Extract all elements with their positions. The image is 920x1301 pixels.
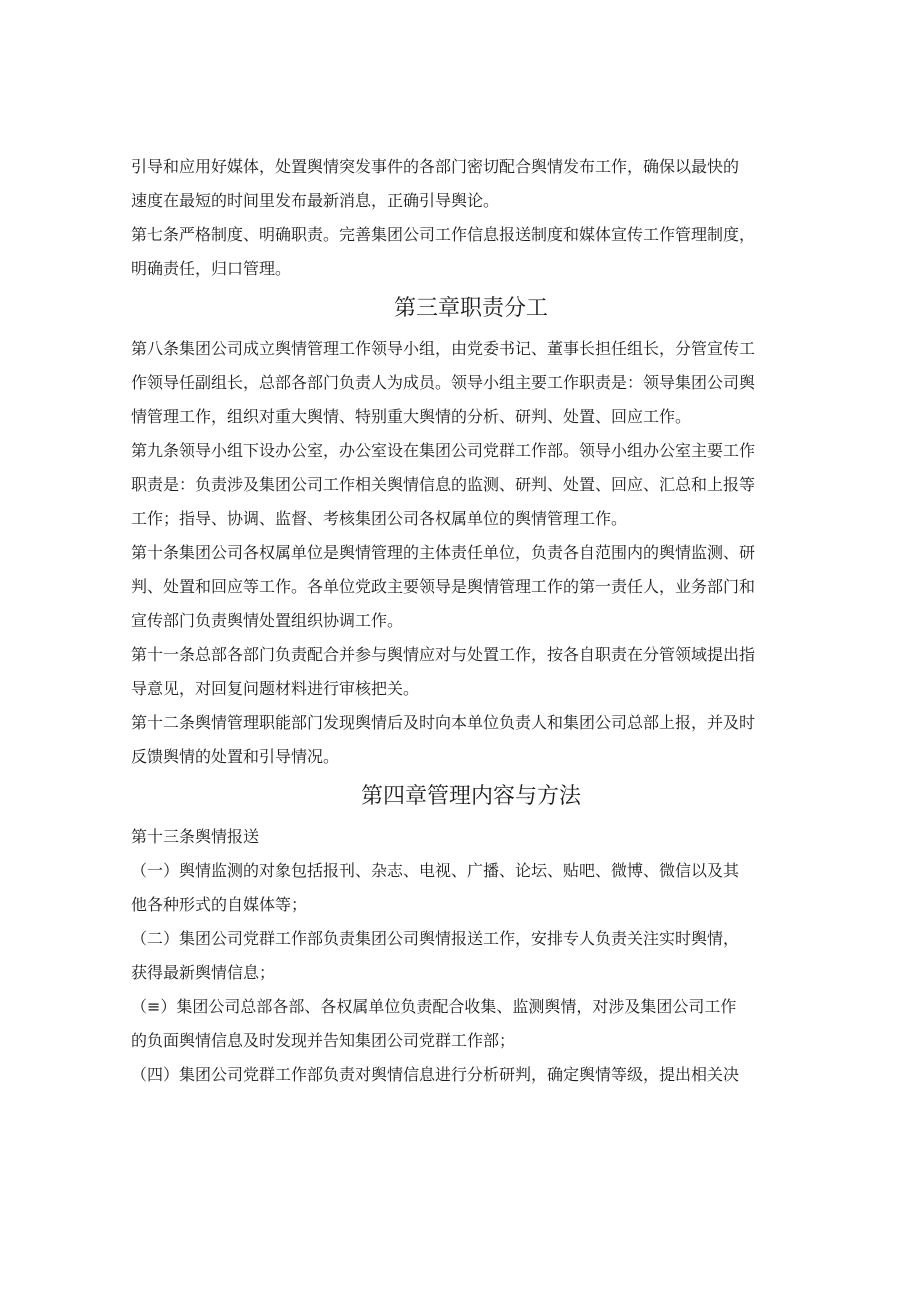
text-line: 速度在最短的时间里发布最新消息，正确引导舆论。 xyxy=(131,191,500,210)
text-line: 引导和应用好媒体，处置舆情突发事件的各部门密切配合舆情发布工作，确保以最快的 xyxy=(131,157,740,176)
chapter-3-heading: 第三章职责分工 xyxy=(393,296,548,321)
list-item xyxy=(131,922,811,990)
text-line: 宣传部门负责舆情处置组织协调工作。 xyxy=(131,611,404,630)
article-7 xyxy=(131,218,811,286)
text-line: 第十条集团公司各权属单位是舆情管理的主体责任单位，负责各自范围内的舆情监测、研 xyxy=(131,543,756,562)
list-item xyxy=(131,854,811,922)
text-line: 情管理工作，组织对重大舆情、特别重大舆情的分析、研判、处置、回应工作。 xyxy=(131,407,692,426)
text-line: 职责是：负责涉及集团公司工作相关舆情信息的监测、研判、处置、回应、汇总和上报等 xyxy=(131,475,756,494)
article-11 xyxy=(131,638,811,706)
article-13 xyxy=(131,820,811,854)
text-line: 反馈舆情的处置和引导情况。 xyxy=(131,747,340,766)
text-line: 导意见，对回复问题材料进行审核把关。 xyxy=(131,679,420,698)
text-line: 第十一条总部各部门负责配合并参与舆情应对与处置工作，按各自职责在分管领域提出指 xyxy=(131,645,756,664)
text-line: （≡）集团公司总部各部、各权属单位负责配合收集、监测舆情，对涉及集团公司工作 xyxy=(131,997,737,1016)
text-line: 第八条集团公司成立舆情管理工作领导小组，由党委书记、董事长担任组长，分管宣传工 xyxy=(131,339,756,358)
text-line: 第十三条舆情报送 xyxy=(131,827,260,846)
text-line: 获得最新舆情信息； xyxy=(131,963,276,982)
article-8 xyxy=(131,332,811,434)
article-12 xyxy=(131,706,811,774)
text-line: 他各种形式的自媒体等； xyxy=(131,895,308,914)
article-10 xyxy=(131,536,811,638)
text-line: （一）舆情监测的对象包括报刊、杂志、电视、广播、论坛、贴吧、微博、微信以及其 xyxy=(131,861,740,880)
text-line: 作领导任副组长，总部各部门负责人为成员。领导小组主要工作职责是：领导集团公司舆 xyxy=(131,373,756,392)
text-line: （二）集团公司党群工作部负责集团公司舆情报送工作，安排专人负责关注实时舆情， xyxy=(131,929,740,948)
text-line: 第七条严格制度、明确职责。完善集团公司工作信息报送制度和媒体宣传工作管理制度， xyxy=(131,225,756,244)
text-line: 第十二条舆情管理职能部门发现舆情后及时向本单位负责人和集团公司总部上报，并及时 xyxy=(131,713,756,732)
list-item xyxy=(131,1058,811,1092)
text-line: 明确责任，归口管理。 xyxy=(131,259,292,278)
text-line: 判、处置和回应等工作。各单位党政主要领导是舆情管理工作的第一责任人，业务部门和 xyxy=(131,577,756,596)
list-item xyxy=(131,990,811,1058)
text-line: （四）集团公司党群工作部负责对舆情信息进行分析研判，确定舆情等级，提出相关决 xyxy=(131,1065,740,1084)
paragraph xyxy=(131,150,811,218)
text-line: 的负面舆情信息及时发现并告知集团公司党群工作部； xyxy=(131,1031,516,1050)
text-line: 第九条领导小组下设办公室，办公室设在集团公司党群工作部。领导小组办公室主要工作 xyxy=(131,441,756,460)
text-line: 工作；指导、协调、监督、考核集团公司各权属单位的舆情管理工作。 xyxy=(131,509,628,528)
document-body xyxy=(131,150,811,1092)
article-9 xyxy=(131,434,811,536)
chapter-4-heading: 第四章管理内容与方法 xyxy=(360,784,581,809)
